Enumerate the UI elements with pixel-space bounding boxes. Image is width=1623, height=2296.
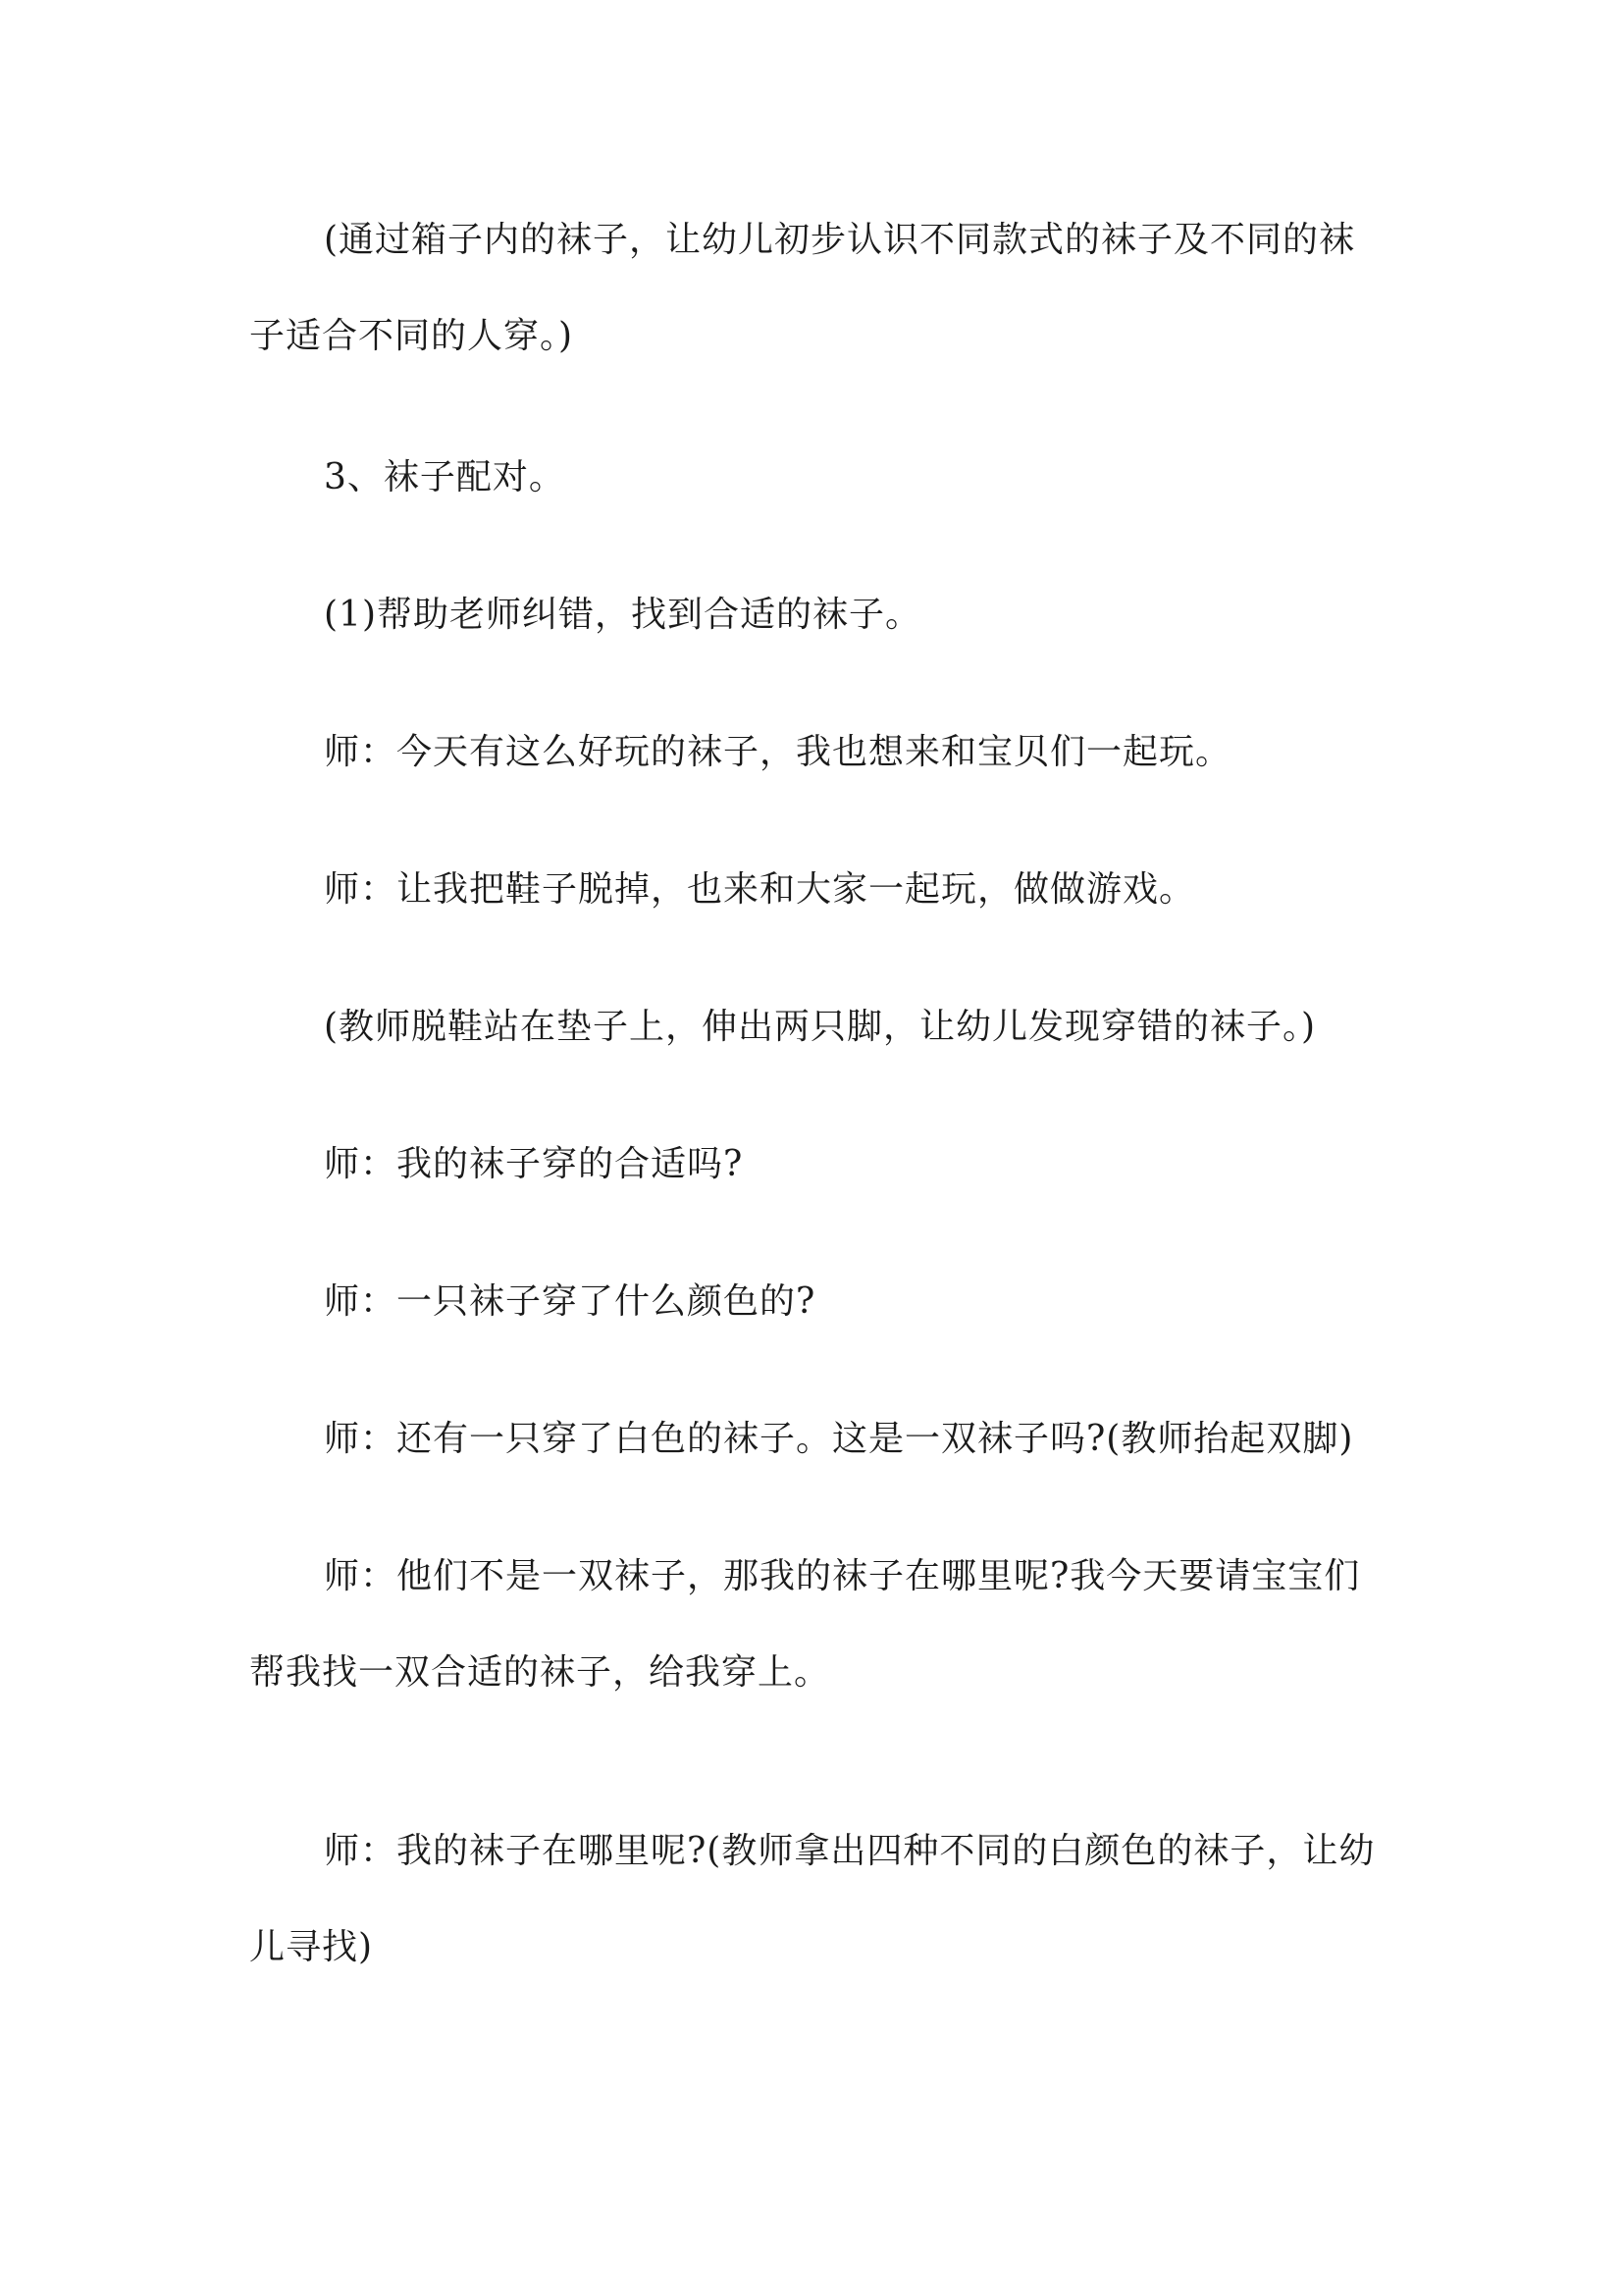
paragraph-teacher-6: 师：他们不是一双袜子，那我的袜子在哪里呢?我今天要请宝宝们帮我找一双合适的袜子，给我穿上。 xyxy=(249,1556,1361,1693)
paragraph-section-3: 3、袜子配对。 xyxy=(324,457,565,497)
paragraph-note-teacher-feet: (教师脱鞋站在垫子上，伸出两只脚，让幼儿发现穿错的袜子。) xyxy=(324,1007,1317,1047)
paragraph-teacher-1: 师：今天有这么好玩的袜子，我也想来和宝贝们一起玩。 xyxy=(324,732,1232,772)
paragraph-teacher-2: 师：让我把鞋子脱掉，也来和大家一起玩，做做游戏。 xyxy=(324,869,1196,910)
paragraph-teacher-4: 师：一只袜子穿了什么颜色的? xyxy=(324,1281,816,1322)
paragraph-step-1: (1)帮助老师纠错，找到合适的袜子。 xyxy=(324,595,921,635)
paragraph-note-socks-types: (通过箱子内的袜子，让幼儿初步认识不同款式的袜子及不同的袜子适合不同的人穿。) xyxy=(249,220,1356,356)
paragraph-teacher-7: 师：我的袜子在哪里呢?(教师拿出四种不同的白颜色的袜子，让幼儿寻找) xyxy=(249,1831,1376,1967)
paragraph-teacher-3: 师：我的袜子穿的合适吗? xyxy=(324,1144,744,1184)
paragraph-teacher-5: 师：还有一只穿了白色的袜子。这是一双袜子吗?(教师抬起双脚) xyxy=(324,1419,1354,1459)
